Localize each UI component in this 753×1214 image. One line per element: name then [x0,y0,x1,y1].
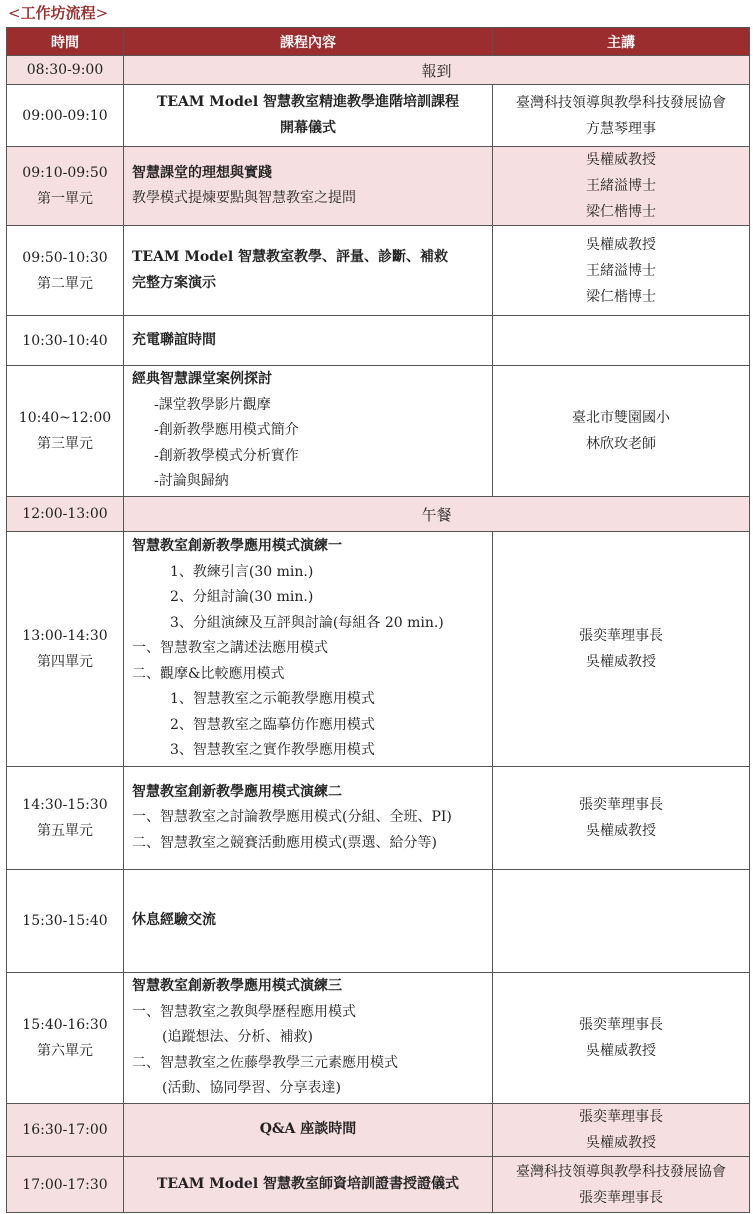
speaker-name: 臺北市雙園國小 [572,410,670,426]
unit-label: 第六單元 [37,1043,93,1059]
session-title: TEAM Model 智慧教室教學、評量、診斷、補救 [132,249,449,265]
session-title: 休息經驗交流 [132,912,216,929]
time-cell [7,767,124,870]
time-range: 12:00-13:00 [22,506,108,522]
unit-label: 第二單元 [37,275,93,292]
content-line: (追蹤想法、分析、補救) [162,1029,313,1046]
schedule-row [7,316,750,366]
speaker-name: 張奕華理事長 [579,1189,663,1206]
speaker-name: 王緒溢博士 [586,262,656,279]
heading-bracket-left: < [8,4,21,22]
schedule-row [7,147,750,226]
schedule-row [7,85,750,147]
content-line: 二、智慧教室之競賽活動應用模式(票選、給分等) [132,834,437,851]
content-line: 一、智慧教室之講述法應用模式 [132,640,328,657]
content-cell [124,973,493,1104]
session-title: 智慧課堂的理想與實踐 [132,164,272,181]
content-cell [124,1104,493,1157]
time-range: 13:00-14:30 [22,628,108,644]
content-cell [124,532,493,767]
session-title: 充電聯誼時間 [132,331,216,348]
speaker-name: 吳權威教授 [586,1043,656,1059]
speaker-cell [493,226,750,316]
schedule-row [7,1104,750,1157]
time-cell [7,1104,124,1157]
schedule-row [7,973,750,1104]
header-row [7,28,750,56]
column-header-content: 課程內容 [124,28,493,56]
content-line: 1、智慧教室之示範教學應用模式 [170,691,375,708]
speaker-cell [493,147,750,226]
speaker-name: 吳權威教授 [586,236,656,253]
schedule-row [7,226,750,316]
content-line: -創新教學應用模式簡介 [154,422,299,439]
speaker-name: 吳權威教授 [586,1135,656,1151]
time-cell [7,56,124,85]
merged-activity-cell: 報到 [124,56,750,85]
time-range: 10:40~12:00 [18,410,112,426]
time-range: 15:30-15:40 [22,913,108,929]
speaker-name: 吳權威教授 [586,152,656,168]
speaker-name: 梁仁楷博士 [586,288,656,305]
time-cell [7,532,124,767]
content-line: 2、智慧教室之臨摹仿作應用模式 [170,716,375,733]
speaker-name: 臺灣科技領導與教學科技發展協會 [516,94,726,111]
speaker-cell [493,366,750,497]
heading-bracket-right: > [95,4,109,22]
time-cell [7,316,124,366]
speaker-cell [493,870,750,973]
session-title: 智慧教室創新教學應用模式演練二 [132,783,342,800]
session-title: 智慧教室創新教學應用模式演練一 [132,538,342,555]
column-header-time: 時間 [7,28,124,56]
content-cell [124,226,493,316]
time-cell [7,366,124,497]
content-cell [124,1157,493,1213]
session-title: 智慧教室創新教學應用模式演練三 [132,978,342,995]
time-range: 16:30-17:00 [22,1122,108,1138]
session-title: TEAM Model 智慧教室精進教學進階培訓課程 [156,94,460,110]
content-line: -課堂教學影片觀摩 [154,396,271,413]
schedule-table [6,27,750,1213]
time-range: 10:30-10:40 [22,332,108,349]
content-cell [124,316,493,366]
time-cell [7,147,124,226]
speaker-name: 臺灣科技領導與教學科技發展協會 [516,1163,726,1180]
speaker-cell [493,85,750,147]
unit-label: 第四單元 [37,654,93,670]
heading-title: 工作坊流程 [20,4,96,22]
section-heading [8,3,108,23]
time-cell [7,973,124,1104]
speaker-cell [493,1104,750,1157]
time-cell [7,226,124,316]
content-line: 教學模式提煉要點與智慧教室之提問 [132,190,356,206]
speaker-name: 吳權威教授 [586,823,656,839]
speaker-name: 方慧琴理事 [586,120,656,137]
content-line: (活動、協同學習、分享表達) [162,1080,341,1097]
content-cell [124,85,493,147]
schedule-row [7,1157,750,1213]
speaker-name: 張奕華理事長 [579,1109,663,1125]
schedule-row [7,870,750,973]
speaker-name: 梁仁楷博士 [586,204,656,220]
merged-activity-cell: 午餐 [124,497,750,532]
schedule-row [7,767,750,870]
content-cell [124,767,493,870]
time-range: 17:00-17:30 [22,1176,108,1193]
schedule-row [7,366,750,497]
time-range: 15:40-16:30 [22,1017,108,1033]
content-cell [124,147,493,226]
time-cell [7,497,124,532]
speaker-cell [493,316,750,366]
time-range: 08:30-9:00 [26,62,104,78]
content-cell [124,870,493,973]
session-title: 完整方案演示 [132,274,216,291]
session-title: Q&A 座談時間 [259,1121,357,1138]
column-header-speaker: 主講 [493,28,750,56]
schedule-row [7,497,750,532]
speaker-name: 張奕華理事長 [579,1017,663,1033]
content-line: 二、智慧教室之佐藤學教學三元素應用模式 [132,1054,398,1071]
content-line: 2、分組討論(30 min.) [170,589,314,606]
content-line: 3、分組演練及互評與討論(每組各 20 min.) [170,614,444,631]
time-range: 14:30-15:30 [22,797,108,813]
speaker-cell [493,532,750,767]
unit-label: 第三單元 [37,436,93,452]
speaker-cell [493,767,750,870]
speaker-cell [493,973,750,1104]
speaker-name: 林欣玫老師 [586,436,656,452]
schedule-row [7,56,750,85]
content-line: -討論與歸納 [154,473,229,490]
session-title: 經典智慧課堂案例探討 [132,371,272,388]
speaker-name: 張奕華理事長 [579,797,663,813]
time-range: 09:00-09:10 [22,107,108,124]
time-range: 09:10-09:50 [22,165,108,181]
speaker-name: 張奕華理事長 [579,628,663,644]
speaker-name: 王緒溢博士 [586,178,656,194]
content-line: 二、觀摩&比較應用模式 [132,665,285,682]
time-cell [7,1157,124,1213]
time-cell [7,870,124,973]
content-cell [124,366,493,497]
content-line: 1、教練引言(30 min.) [170,563,314,580]
content-line: -創新教學模式分析實作 [154,447,299,464]
content-line: 一、智慧教室之教與學歷程應用模式 [132,1003,356,1020]
speaker-cell [493,1157,750,1213]
time-range: 09:50-10:30 [22,249,108,266]
speaker-name: 吳權威教授 [586,654,656,670]
time-cell [7,85,124,147]
schedule-row [7,532,750,767]
session-title: 開幕儀式 [280,119,336,136]
content-line: 3、智慧教室之實作教學應用模式 [170,742,375,759]
content-line: 一、智慧教室之討論教學應用模式(分組、全班、PI) [132,809,452,826]
unit-label: 第一單元 [37,191,93,207]
unit-label: 第五單元 [37,823,93,839]
session-title: TEAM Model 智慧教室師資培訓證書授證儀式 [156,1175,460,1192]
